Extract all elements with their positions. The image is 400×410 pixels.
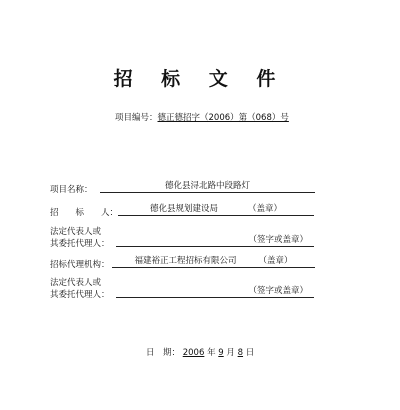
legal-rep-1-field: [116, 235, 314, 247]
agency-label: 招标代理机构：: [50, 260, 110, 270]
date-year-unit: 年: [207, 348, 216, 358]
legal-rep-2-label-line2: 其委托代理人：: [50, 290, 110, 300]
legal-rep-1-label-line1: 法定代表人或: [50, 227, 102, 237]
agency-value: 福建裕正工程招标有限公司: [134, 256, 237, 266]
project-name-value: 德化县浔北路中段路灯: [164, 181, 250, 191]
project-number: [115, 111, 289, 123]
project-name-label: 项目名称：: [50, 185, 93, 195]
project-number-value: 德正德招字（2006）第（068）号: [157, 113, 289, 123]
tenderer-field: [118, 204, 314, 216]
document-title: 招 标 文 件: [113, 68, 287, 90]
date-month-unit: 月: [226, 348, 235, 358]
tenderer-stamp-note: （盖章）: [248, 204, 283, 214]
agency-field: [112, 256, 315, 268]
project-number-label: 项目编号：: [115, 113, 158, 123]
tenderer-label: 招 标 人：: [50, 208, 119, 218]
date-day: 8: [237, 348, 244, 358]
project-name-field: [100, 181, 315, 193]
date-label: 日 期：: [146, 348, 181, 358]
tenderer-value: 德化县规划建设局: [149, 204, 218, 214]
date-year: 2006: [182, 348, 205, 358]
date-day-unit: 日: [245, 348, 255, 358]
document-date: [146, 346, 254, 358]
legal-rep-1-label-line2: 其委托代理人：: [50, 239, 110, 249]
legal-rep-1-note: （签字或盖章）: [248, 235, 308, 245]
legal-rep-2-field: [116, 286, 314, 298]
legal-rep-2-note: （签字或盖章）: [248, 286, 308, 296]
legal-rep-2-label-line1: 法定代表人或: [50, 278, 102, 288]
agency-stamp-note: （盖章）: [258, 256, 293, 266]
date-month: 9: [218, 348, 224, 358]
